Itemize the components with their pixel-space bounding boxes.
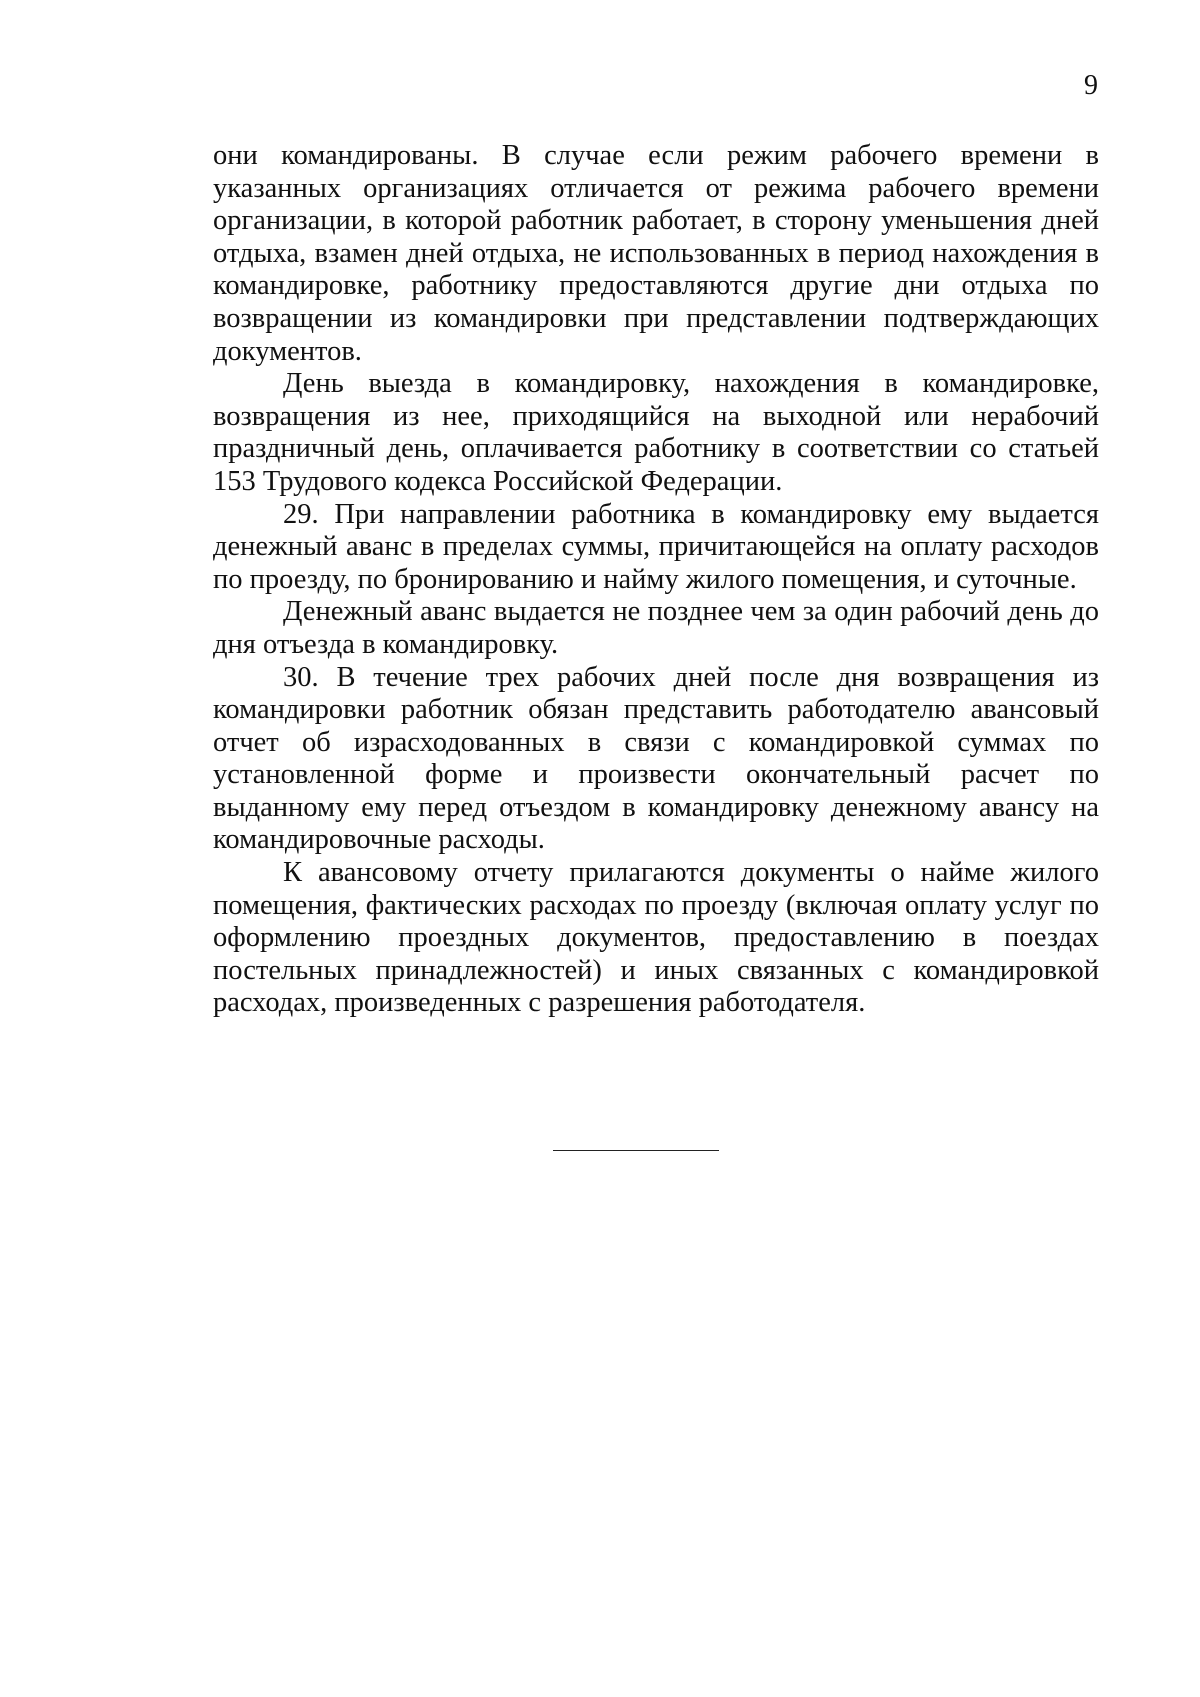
paragraph-weekend-travel: День выезда в командировку, нахождения в командировке, возвращения из нее, приходящийся на выходной или нерабочий праздничный день, оплачивается работнику в соответствии со статьей 153 Трудового кодекса Российской Федерации. [213, 368, 1099, 497]
page-number: 9 [1084, 70, 1098, 101]
document-body [213, 140, 1099, 1020]
paragraph-continuation: они командированы. В случае если режим рабочего времени в указанных организациях отличается от режима рабочего времени организации, в которой работник работает, в сторону уменьшения дней отдыха, взамен дней отдыха, не использованных в период нахождения в командировке, работнику предоставляются другие дни отдыха по возвращении из командировки при представлении подтверждающих документов. [213, 140, 1099, 367]
paragraph-item-30: 30. В течение трех рабочих дней после дня возвращения из командировки работник обязан представить работодателю авансовый отчет об израсходованных в связи с командировкой суммах по установленной форме и произвести окончательный расчет по выданному ему перед отъездом в командировку денежному авансу на командировочные расходы. [213, 661, 1099, 856]
paragraph-report-attachments: К авансовому отчету прилагаются документы о найме жилого помещения, фактических расходах по проезду (включая оплату услуг по оформлению проездных документов, предоставлению в поездах постельных принадлежностей) и иных связанных с командировкой расходах, произведенных с разрешения работодателя. [213, 857, 1099, 1019]
paragraph-item-29: 29. При направлении работника в командировку ему выдается денежный аванс в пределах суммы, причитающейся на оплату расходов по проезду, по бронированию и найму жилого помещения, и суточные. [213, 498, 1099, 595]
end-of-document-rule [553, 1150, 719, 1151]
paragraph-advance-timing: Денежный аванс выдается не позднее чем за один рабочий день до дня отъезда в командировку. [213, 596, 1099, 660]
